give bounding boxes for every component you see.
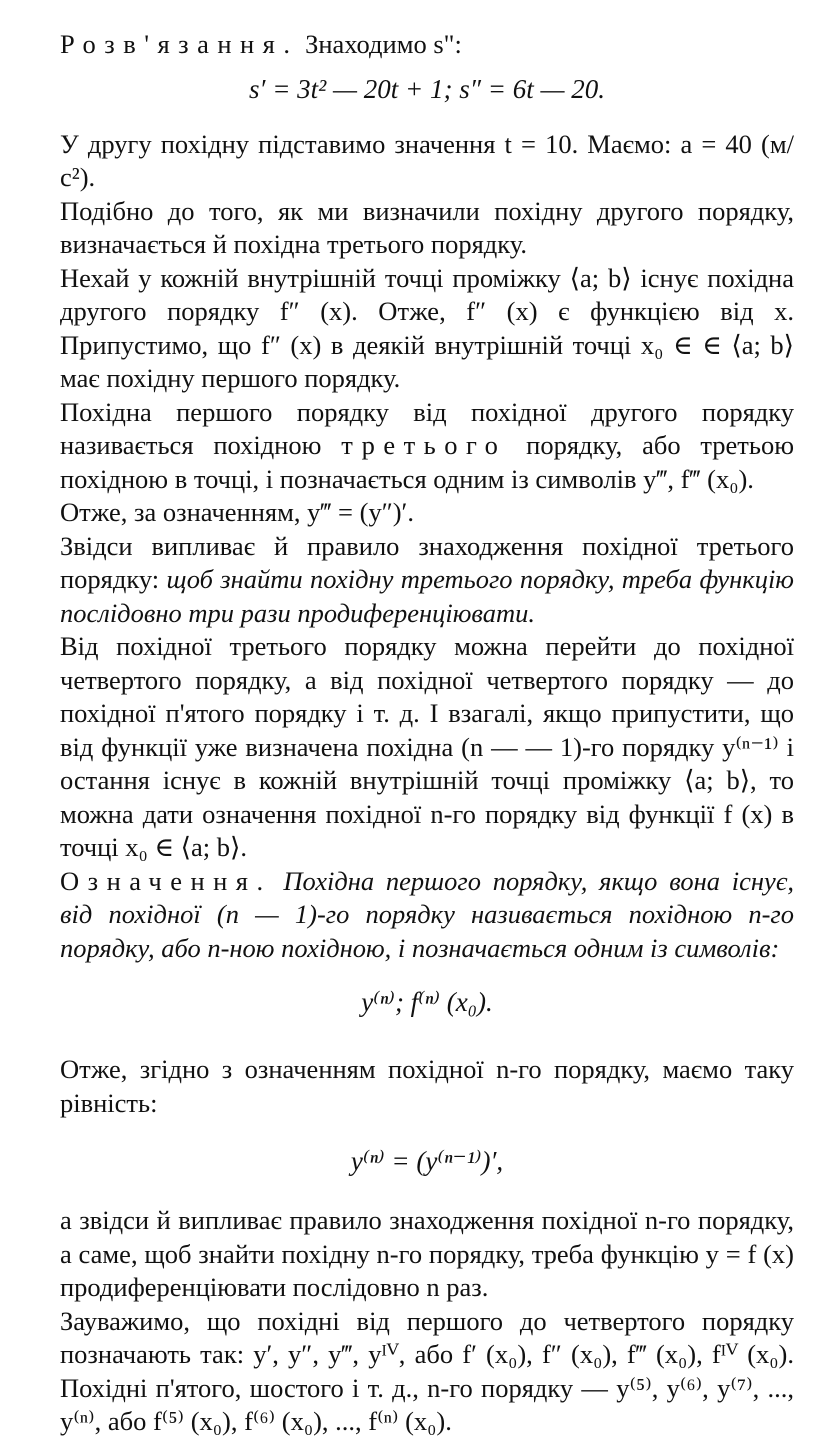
paragraph-similarly: Подібно до того, як ми визначили похідну другого порядку, визначається й похідна третього порядку. (60, 195, 794, 259)
paragraph-notation-note: Зауважимо, що похідні від першого до четвертого порядку позначають так: y′, y″, y‴, yᴵⱽ, або f′ (x₀), f″ (x₀), f‴ (x₀), fᴵⱽ (x₀). Похідні п'ятого, шостого і т. д., n-го порядку — y⁽⁵⁾, y⁽⁶⁾, y⁽⁷⁾, ..., y⁽ⁿ⁾, або f⁽⁵⁾ (x₀), f⁽⁶⁾ (x₀), ..., f⁽ⁿ⁾ (x₀). (60, 1305, 794, 1436)
solution-intro (60, 28, 794, 62)
p5-after: порядку, або третьою похідною в точці, і позначається одним із символів y‴, f‴ (x₀). (60, 430, 795, 494)
paragraph-higher-orders: Від похідної третього порядку можна перейти до похідної четвертого порядку, а від похідної четвертого порядку — до похідної п'ятого порядку і т. д. І взагалі, якщо припустити, що від функції уже визначена похідна (n — — 1)-го порядку y⁽ⁿ⁻¹⁾ і остання існує в кожній внутрішній точці проміжку ⟨a; b⟩, то можна дати означення похідної n-го порядку від функції f (x) в точці x₀ ∈ ⟨a; b⟩. (60, 631, 794, 862)
definition-text: Похідна першого порядку, якщо вона існує, від похідної (n — 1)-го порядку називається похідною n-го порядку, або n-ною похідною, і позначається одним із символів: (60, 865, 794, 963)
p7-before: Звідси випливає й правило знаходження похідної третього порядку: (60, 530, 794, 594)
paragraph-by-definition: Отже, за означенням, y‴ = (y″)′. (60, 497, 414, 527)
paragraph-nth-rule: а звідси й випливає правило знаходження похідної n-го порядку, а саме, щоб знайти похідну n-го порядку, треба функцію y = f (x) продиференціювати послідовно n раз. (60, 1205, 794, 1302)
p5-spaced-word: третього (341, 430, 507, 460)
paragraph-let-interval: Нехай у кожній внутрішній точці проміжку ⟨a; b⟩ існує похідна другого порядку f″ (x). Отже, f″ (x) є функцією від x. Припустимо, що f″ (x) в деякій внутрішній точці x₀ ∈ ∈ ⟨a; b⟩ має похідну першого порядку. (60, 262, 794, 393)
paragraph-definition-nth (60, 865, 794, 966)
paragraph-third-derivative-rule (60, 530, 794, 631)
paragraph-third-derivative-definition (60, 396, 794, 497)
paragraph-equality-intro: Отже, згідно з означенням похідної n-го порядку, маємо таку рівність: (60, 1054, 794, 1118)
formula-nth-recursive: y⁽ⁿ⁾ = (y⁽ⁿ⁻¹⁾)′, (350, 1146, 504, 1176)
solution-label: Розв'язання. (60, 29, 299, 59)
p7-rule-italic: щоб знайти похідну третього порядку, треба функцію послідовно три рази продиференціювати. (60, 564, 794, 628)
formula-nth-symbols: y⁽ⁿ⁾; f⁽ⁿ⁾ (x₀). (361, 987, 493, 1017)
solution-text: Знаходимо s": (298, 29, 462, 59)
definition-label: Означення. (60, 865, 272, 896)
formula-derivatives-s: s′ = 3t² — 20t + 1; s″ = 6t — 20. (249, 73, 605, 104)
p5-before: Похідна першого порядку від похідної другого порядку називається похідною (60, 396, 794, 460)
paragraph-substitute: У другу похідну підставимо значення t = 10. Маємо: a = 40 (м/с²). (60, 128, 794, 192)
